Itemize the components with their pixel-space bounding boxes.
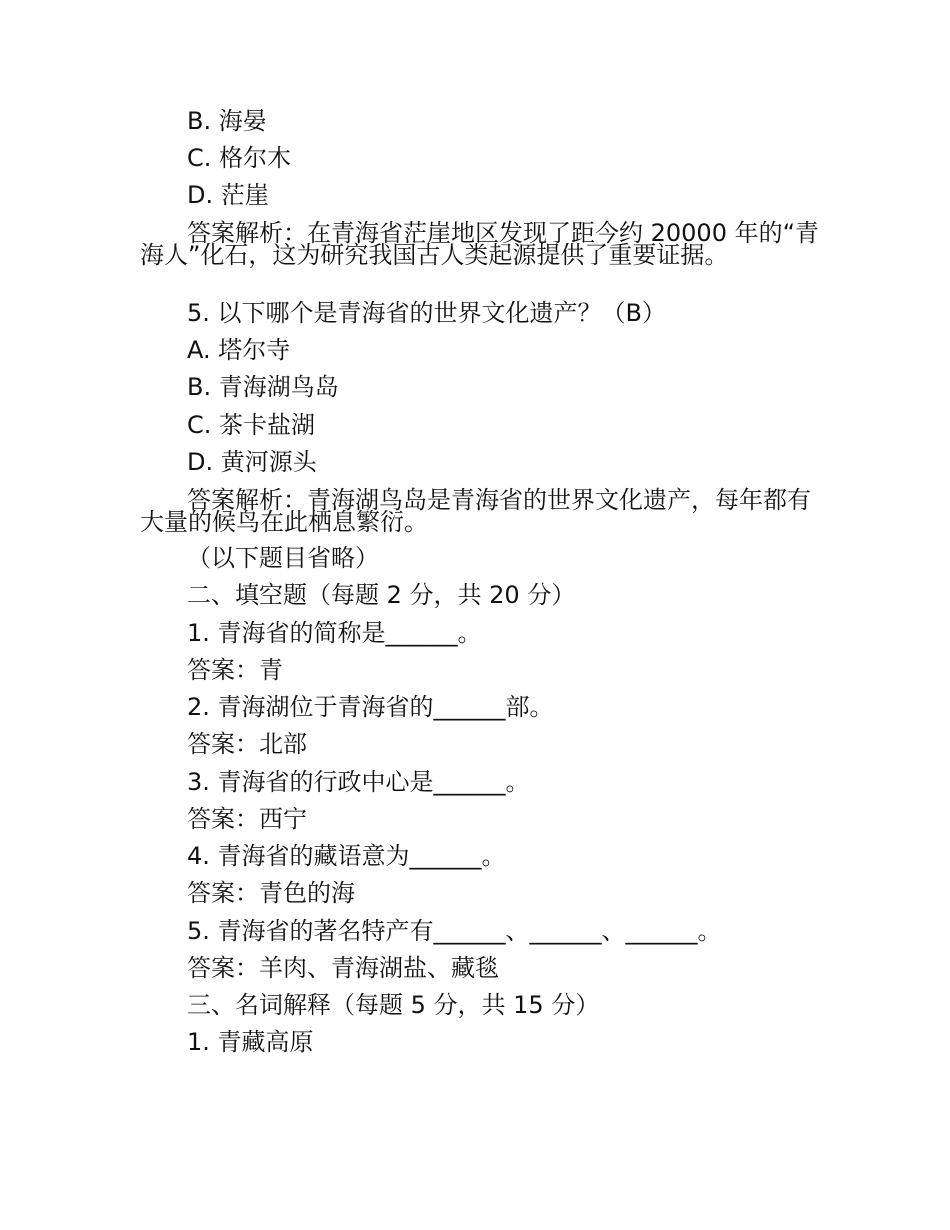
- q4-option-c: C. 格尔木: [187, 144, 292, 172]
- fill3-answer: 答案：西宁: [187, 805, 307, 833]
- q5-option-a: A. 塔尔寺: [187, 336, 291, 364]
- section3-heading: 三、名词解释（每题 5 分，共 15 分）: [187, 991, 600, 1019]
- fill3-question: 3. 青海省的行政中心是______。: [187, 768, 530, 796]
- section2-heading: 二、填空题（每题 2 分，共 20 分）: [187, 581, 576, 609]
- fill2-question: 2. 青海湖位于青海省的______部。: [187, 693, 554, 721]
- fill5-question: 5. 青海省的著名特产有______、______、______。: [187, 917, 722, 945]
- fill1-answer: 答案：青: [187, 656, 283, 684]
- fill4-answer: 答案：青色的海: [187, 879, 355, 907]
- q5-option-c: C. 茶卡盐湖: [187, 411, 316, 439]
- fill5-answer: 答案：羊肉、青海湖盐、藏毯: [187, 954, 499, 982]
- q4-option-d: D. 茫崖: [187, 181, 269, 209]
- q5-option-d: D. 黄河源头: [187, 448, 317, 476]
- q5-question: 5. 以下哪个是青海省的世界文化遗产？（B）: [187, 299, 666, 327]
- q5-option-b: B. 青海湖鸟岛: [187, 373, 339, 401]
- q4-option-b: B. 海晏: [187, 107, 267, 135]
- omitted-note: （以下题目省略）: [187, 544, 379, 572]
- fill4-question: 4. 青海省的藏语意为______。: [187, 842, 506, 870]
- q5-answer-analysis: 答案解析：青海湖鸟岛是青海省的世界文化遗产，每年都有大量的候鸟在此栖息繁衍。: [140, 486, 811, 536]
- fill2-answer: 答案：北部: [187, 730, 307, 758]
- fill1-question: 1. 青海省的简称是______。: [187, 619, 482, 647]
- term1: 1. 青藏高原: [187, 1028, 314, 1056]
- q4-answer-analysis: 答案解析：在青海省茫崖地区发现了距今约 20000 年的“青海人”化石，这为研究我国古人类起源提供了重要证据。: [140, 219, 820, 269]
